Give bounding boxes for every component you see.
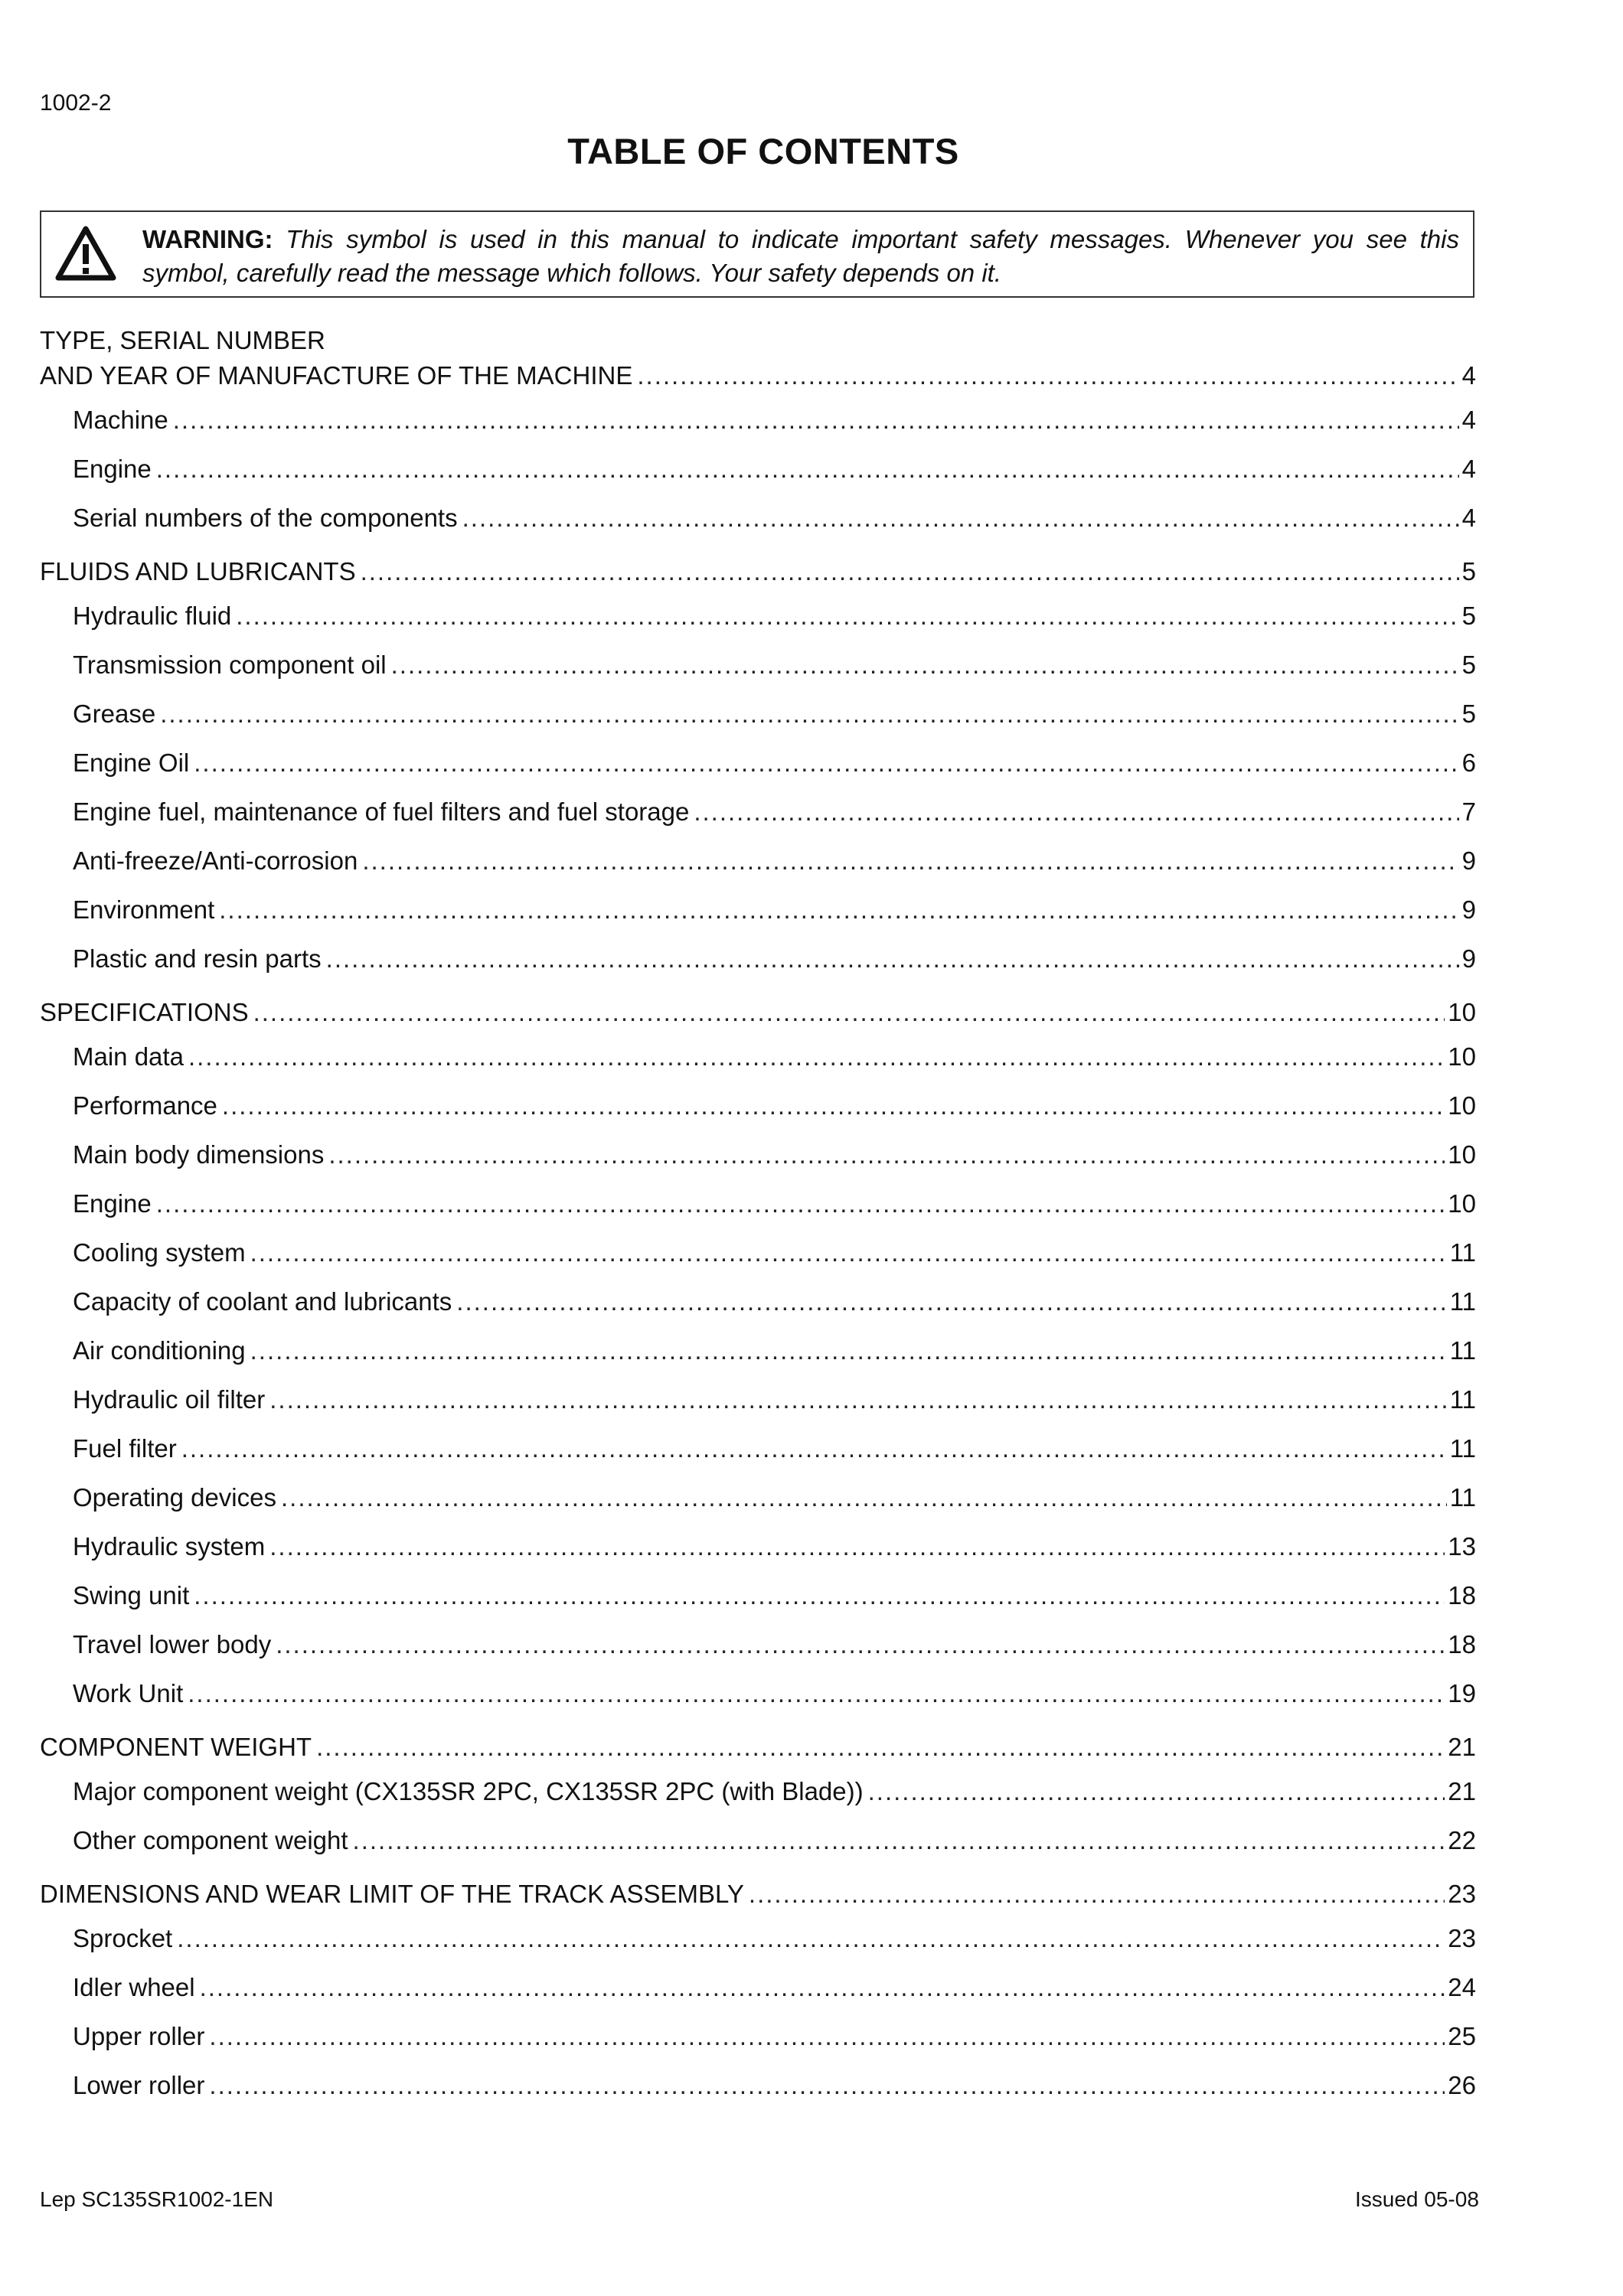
toc-heading-label: AND YEAR OF MANUFACTURE OF THE MACHINE (40, 361, 633, 390)
toc-page-number: 4 (1461, 361, 1476, 390)
toc-page-number: 9 (1461, 895, 1476, 924)
toc-entry[interactable] (40, 2061, 1476, 2110)
toc-section (40, 1874, 1476, 2110)
dot-leader (250, 1228, 1447, 1277)
toc-entry-label: Swing unit (73, 1581, 190, 1609)
toc-page-number: 4 (1461, 406, 1476, 434)
toc-page-number: 26 (1448, 2071, 1476, 2099)
toc-page-number: 21 (1448, 1777, 1476, 1805)
toc-entry-label: Engine Oil (73, 748, 190, 777)
toc-entry-label: Main body dimensions (73, 1140, 325, 1169)
toc-page-number: 11 (1449, 1238, 1476, 1267)
toc-page-number: 10 (1448, 998, 1476, 1026)
toc-entry-label: Performance (73, 1091, 217, 1120)
dot-leader (173, 396, 1459, 445)
toc-entry[interactable] (40, 1032, 1476, 1081)
toc-page-number: 11 (1449, 1483, 1476, 1512)
toc-entry-label: Engine (73, 455, 152, 483)
toc-entry[interactable] (40, 1963, 1476, 2012)
toc-page-number: 6 (1461, 748, 1476, 777)
toc-section-heading[interactable] (40, 356, 1476, 396)
dot-leader (276, 1620, 1445, 1669)
toc-entry-label: Engine (73, 1189, 152, 1218)
dot-leader (694, 788, 1458, 837)
toc-entry[interactable] (40, 1081, 1476, 1130)
toc-entry[interactable] (40, 1571, 1476, 1620)
toc-page-number: 4 (1461, 455, 1476, 483)
toc-heading-label: FLUIDS AND LUBRICANTS (40, 557, 356, 585)
toc-page-number: 7 (1461, 797, 1476, 826)
toc-entry[interactable] (40, 2012, 1476, 2061)
dot-leader (156, 445, 1459, 494)
toc-entry[interactable] (40, 885, 1476, 934)
toc-entry-label: Plastic and resin parts (73, 944, 322, 973)
toc-page-number: 11 (1449, 1434, 1476, 1463)
toc-entry[interactable] (40, 1424, 1476, 1473)
dot-leader (160, 690, 1458, 739)
toc-entry[interactable] (40, 690, 1476, 739)
toc-entry-label: Upper roller (73, 2022, 205, 2050)
toc-page-number: 9 (1461, 846, 1476, 875)
dot-leader (391, 641, 1459, 690)
dot-leader (253, 993, 1445, 1032)
toc-entry[interactable] (40, 1522, 1476, 1571)
toc-entry[interactable] (40, 1620, 1476, 1669)
toc-section (40, 993, 1476, 1718)
dot-leader (181, 1424, 1447, 1473)
toc-entry[interactable] (40, 739, 1476, 788)
toc-section (40, 552, 1476, 983)
toc-entry[interactable] (40, 1473, 1476, 1522)
toc-page-number: 10 (1448, 1042, 1476, 1071)
toc-entry[interactable] (40, 934, 1476, 983)
toc-page-number: 18 (1448, 1581, 1476, 1609)
dot-leader (209, 2061, 1445, 2110)
toc-page-number: 10 (1448, 1189, 1476, 1218)
dot-leader (222, 1081, 1445, 1130)
toc-entry-label: Lower roller (73, 2071, 205, 2099)
toc-entry-label: Operating devices (73, 1483, 276, 1512)
toc-entry-label: Capacity of coolant and lubricants (73, 1287, 452, 1316)
toc-entry[interactable] (40, 1767, 1476, 1816)
dot-leader (209, 2012, 1445, 2061)
toc-entry-label: Sprocket (73, 1924, 173, 1952)
dot-leader (749, 1874, 1445, 1914)
dot-leader (250, 1326, 1447, 1375)
dot-leader (156, 1179, 1445, 1228)
dot-leader (328, 1130, 1445, 1179)
toc-entry[interactable] (40, 1277, 1476, 1326)
toc-page-number: 13 (1448, 1532, 1476, 1561)
toc-page-number: 24 (1448, 1973, 1476, 2001)
dot-leader (353, 1816, 1445, 1865)
toc-entry[interactable] (40, 396, 1476, 445)
toc-section-heading-line: TYPE, SERIAL NUMBER (40, 326, 325, 354)
toc-section-heading[interactable] (40, 1874, 1476, 1914)
toc-entry[interactable] (40, 592, 1476, 641)
toc-entry[interactable] (40, 641, 1476, 690)
dot-leader (188, 1669, 1445, 1718)
dot-leader (456, 1277, 1446, 1326)
toc-page-number: 5 (1461, 651, 1476, 679)
toc-entry[interactable] (40, 1130, 1476, 1179)
toc-entry-label: Work Unit (73, 1679, 184, 1707)
toc-page-number: 18 (1448, 1630, 1476, 1658)
footer-issue-date: Issued 05-08 (1355, 2187, 1479, 2211)
toc-section-heading[interactable] (40, 552, 1476, 592)
toc-entry-label: Main data (73, 1042, 184, 1071)
toc-entry-label: Air conditioning (73, 1336, 246, 1365)
dot-leader (219, 885, 1458, 934)
toc-entry[interactable] (40, 1228, 1476, 1277)
toc-page-number: 11 (1449, 1385, 1476, 1414)
toc-entry-label: Grease (73, 700, 156, 728)
toc-page-number: 11 (1449, 1287, 1476, 1316)
toc-entry-label: Hydraulic fluid (73, 602, 232, 630)
dot-leader (868, 1767, 1445, 1816)
toc-page-number: 23 (1448, 1924, 1476, 1952)
toc-entry-label: Environment (73, 895, 215, 924)
toc-page-number: 25 (1448, 2022, 1476, 2050)
toc-entry-label: Cooling system (73, 1238, 246, 1267)
toc-entry[interactable] (40, 1816, 1476, 1865)
toc-entry-label: Serial numbers of the components (73, 504, 458, 532)
toc-page-number: 10 (1448, 1091, 1476, 1120)
dot-leader (236, 592, 1458, 641)
toc-page-number: 23 (1448, 1880, 1476, 1908)
dot-leader (462, 494, 1459, 543)
toc-entry-label: Travel lower body (73, 1630, 272, 1658)
warning-triangle-icon (55, 226, 116, 281)
toc-section-heading[interactable] (40, 993, 1476, 1032)
toc-page-number: 5 (1461, 602, 1476, 630)
warning-label: WARNING: (142, 225, 273, 253)
toc-entry[interactable] (40, 445, 1476, 494)
toc-entry-label: Engine fuel, maintenance of fuel filters and fuel storage (73, 797, 690, 826)
toc-entry[interactable] (40, 1375, 1476, 1424)
dot-leader (194, 739, 1458, 788)
toc-page-number: 11 (1449, 1336, 1476, 1365)
toc-section (40, 325, 1476, 543)
toc-entry-label: Major component weight (CX135SR 2PC, CX135SR 2PC (with Blade)) (73, 1777, 864, 1805)
toc-entry-label: Machine (73, 406, 168, 434)
warning-box (40, 210, 1474, 298)
toc-entry[interactable] (40, 788, 1476, 837)
dot-leader (269, 1375, 1446, 1424)
warning-message: This symbol is used in this manual to indicate important safety messages. Whenever you see this symbol, carefully read the message which follows. Your safety depends on it. (142, 225, 1459, 287)
toc-entry-label: Other component weight (73, 1826, 348, 1854)
dot-leader (361, 552, 1459, 592)
warning-text (142, 223, 1459, 290)
toc-entry[interactable] (40, 1326, 1476, 1375)
toc-section (40, 1727, 1476, 1865)
dot-leader (188, 1032, 1445, 1081)
toc-entry-label: Idler wheel (73, 1973, 195, 2001)
toc-entry[interactable] (40, 837, 1476, 885)
toc-section-heading[interactable] (40, 1727, 1476, 1767)
toc-heading-label: COMPONENT WEIGHT (40, 1733, 312, 1761)
toc-page-number: 22 (1448, 1826, 1476, 1854)
toc-entry-label: Transmission component oil (73, 651, 387, 679)
toc-entry-label: Anti-freeze/Anti-corrosion (73, 846, 358, 875)
dot-leader (637, 356, 1458, 396)
toc-entry[interactable] (40, 1179, 1476, 1228)
toc-page-number: 9 (1461, 944, 1476, 973)
toc-heading-label: SPECIFICATIONS (40, 998, 249, 1026)
dot-leader (269, 1522, 1445, 1571)
toc-entry-label: Fuel filter (73, 1434, 177, 1463)
footer-document-code: Lep SC135SR1002-1EN (40, 2187, 274, 2211)
toc-entry-label: Hydraulic system (73, 1532, 266, 1561)
toc-entry[interactable] (40, 1669, 1476, 1718)
toc-entry[interactable] (40, 494, 1476, 543)
dot-leader (177, 1914, 1445, 1963)
dot-leader (200, 1963, 1445, 2012)
toc-page-number: 10 (1448, 1140, 1476, 1169)
dot-leader (316, 1727, 1445, 1767)
dot-leader (281, 1473, 1447, 1522)
toc-page-number: 5 (1461, 700, 1476, 728)
page-title: TABLE OF CONTENTS (567, 131, 959, 171)
toc-page-number: 5 (1461, 557, 1476, 585)
toc-entry-label: Hydraulic oil filter (73, 1385, 266, 1414)
dot-leader (194, 1571, 1445, 1620)
page-number: 1002-2 (40, 90, 112, 116)
toc-page-number: 21 (1448, 1733, 1476, 1761)
toc-heading-label: DIMENSIONS AND WEAR LIMIT OF THE TRACK ASSEMBLY (40, 1880, 744, 1908)
table-of-contents (40, 325, 1476, 2119)
toc-page-number: 19 (1448, 1679, 1476, 1707)
toc-entry[interactable] (40, 1914, 1476, 1963)
toc-page-number: 4 (1461, 504, 1476, 532)
dot-leader (326, 934, 1459, 983)
dot-leader (362, 837, 1458, 885)
